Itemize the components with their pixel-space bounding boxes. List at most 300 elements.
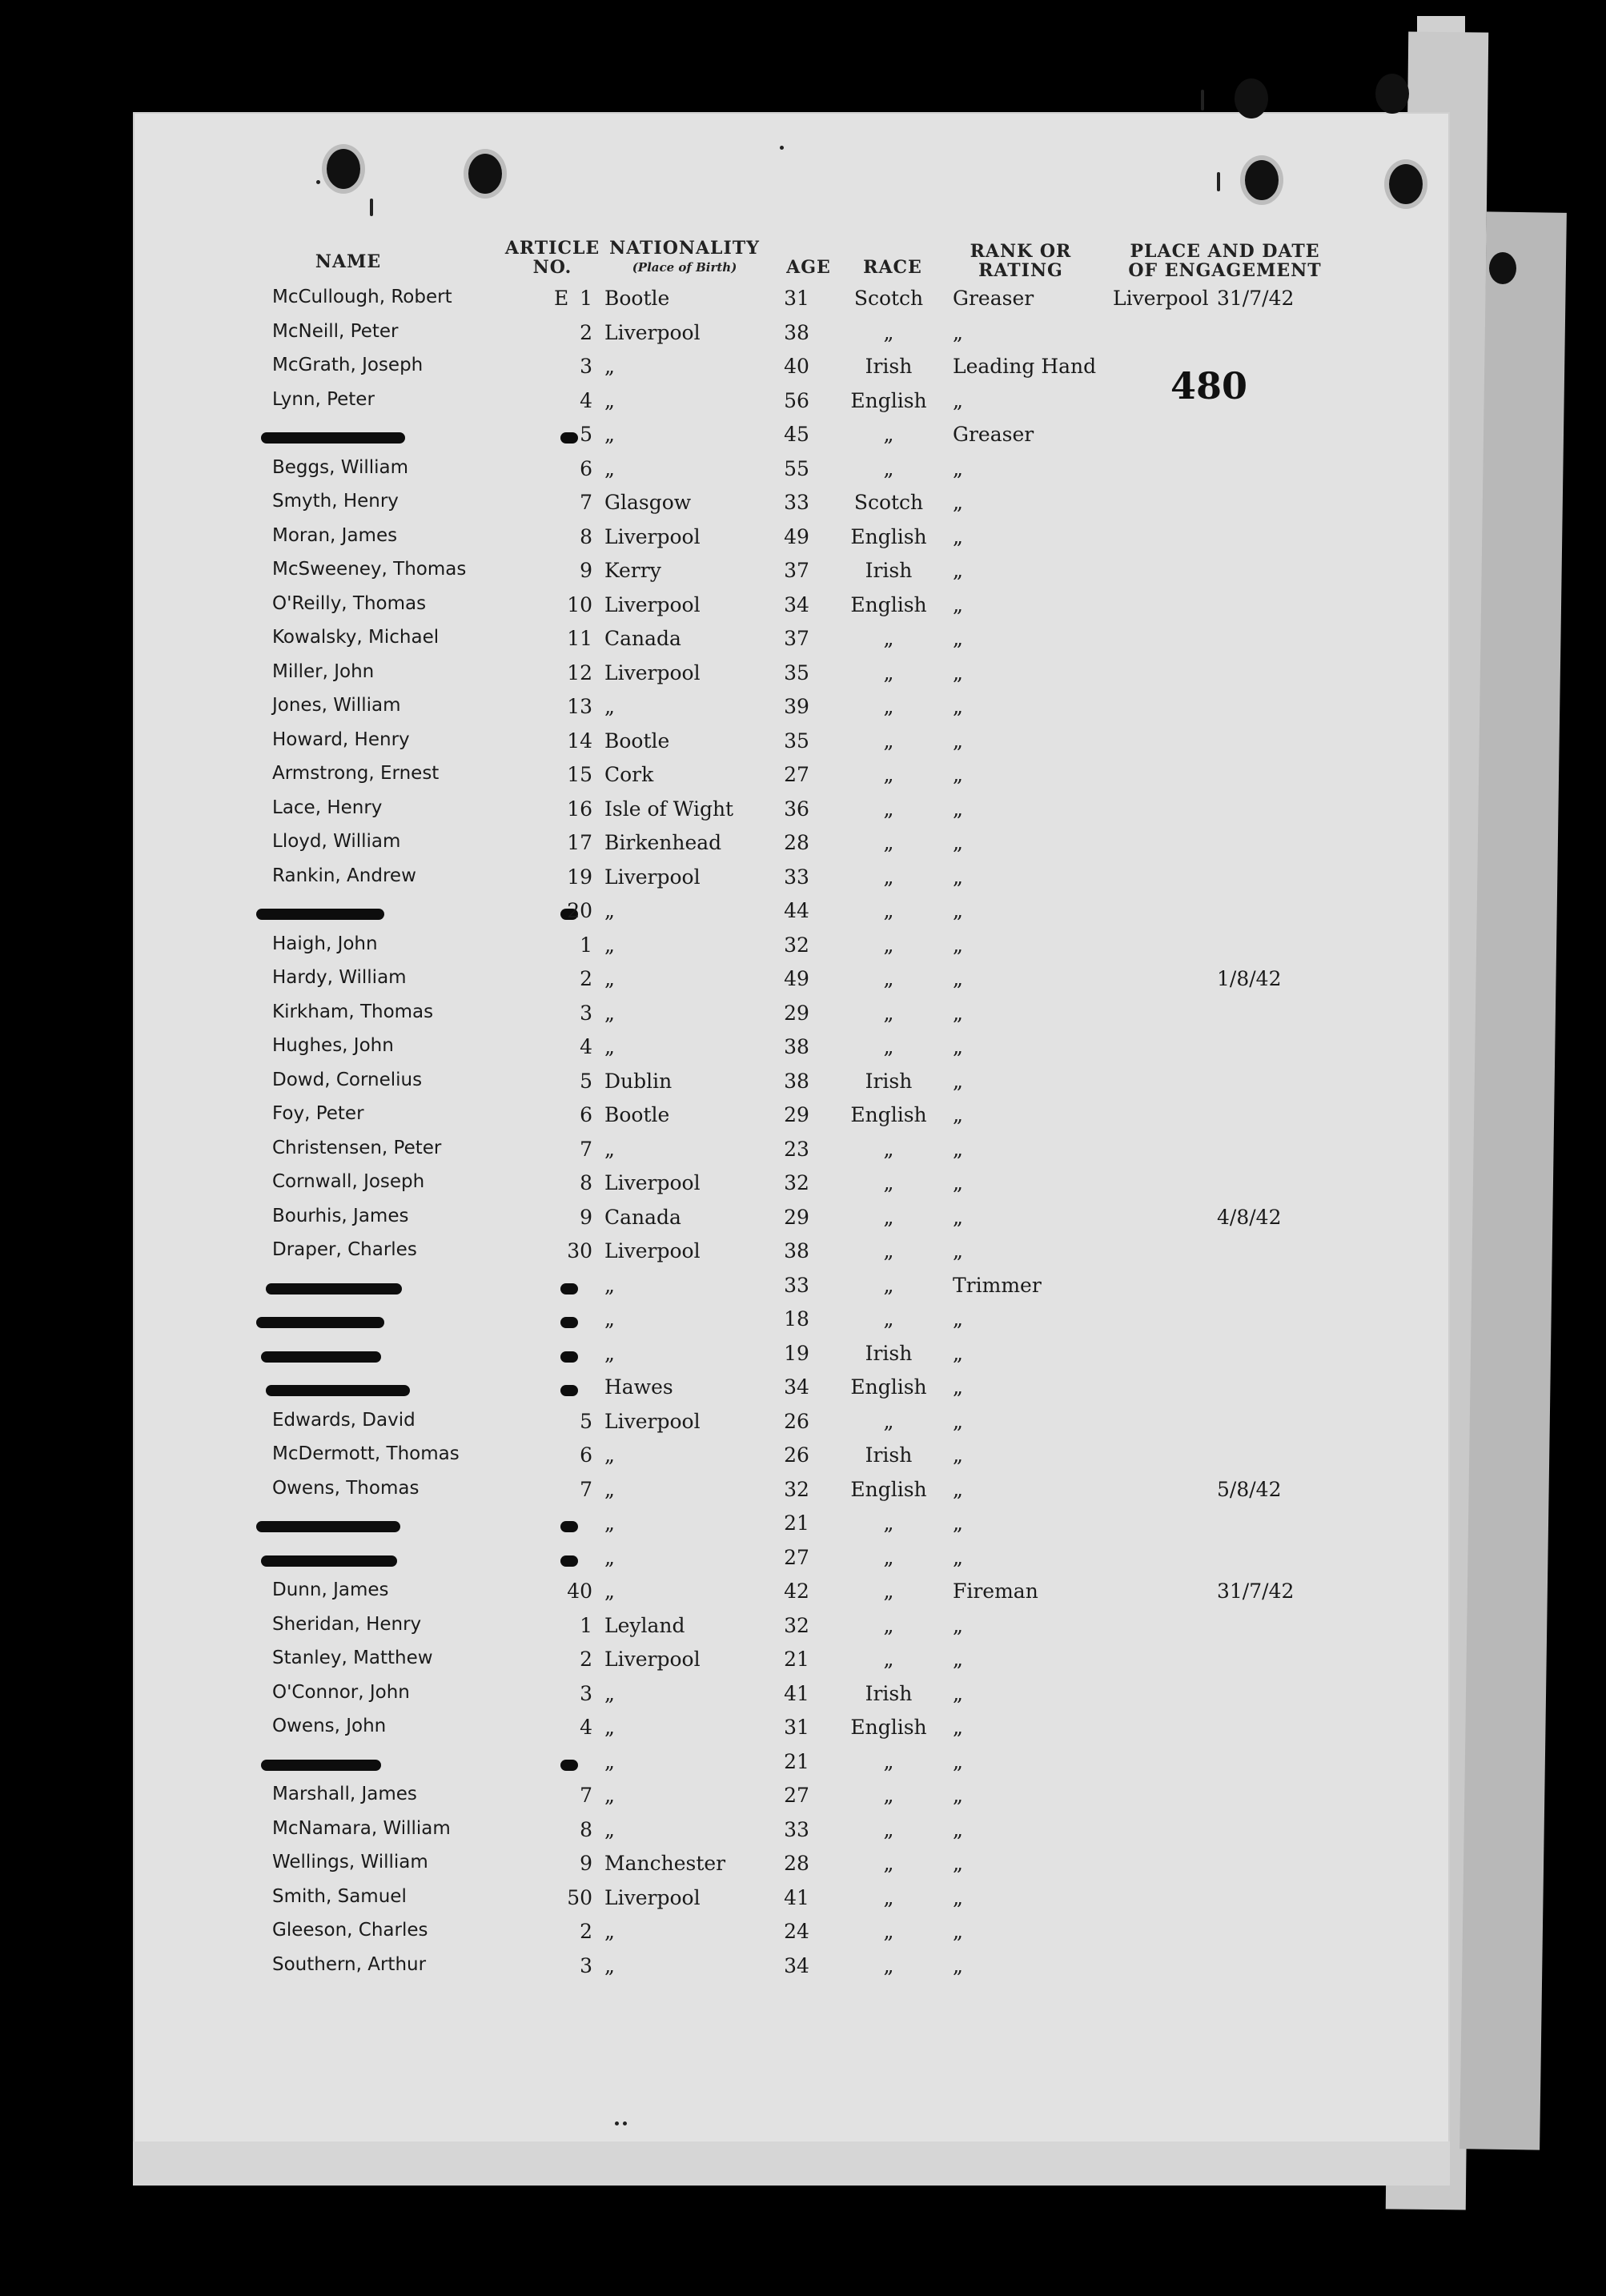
cell-art: 9 <box>580 1206 592 1229</box>
cell-rank: „ <box>953 1750 963 1773</box>
cell-nat: Liverpool <box>604 593 701 616</box>
cell-name: Christensen, Peter <box>272 1138 442 1158</box>
cell-nat: Leyland <box>604 1614 685 1637</box>
cell-name: Edwards, David <box>272 1410 416 1431</box>
redacted-name <box>261 1760 381 1771</box>
cell-rank: „ <box>953 1716 963 1739</box>
cell-rank: „ <box>953 559 963 582</box>
cell-art: 1 <box>580 287 592 310</box>
cell-nat: „ <box>604 933 615 957</box>
cell-rank: „ <box>953 457 963 480</box>
cell-name: Lynn, Peter <box>272 389 375 410</box>
cell-race: „ <box>883 797 894 821</box>
cell-age: 34 <box>784 1375 809 1399</box>
cell-rank: „ <box>953 695 963 718</box>
cell-race: „ <box>883 1274 894 1297</box>
cell-age: 38 <box>784 1035 809 1058</box>
speck <box>1201 90 1204 110</box>
cell-rank: „ <box>953 933 963 957</box>
cell-rank: Fireman <box>953 1580 1038 1603</box>
cell-art: 8 <box>580 1818 592 1841</box>
cell-name: Marshall, James <box>272 1784 417 1804</box>
cell-art: 1 <box>580 1614 592 1637</box>
cell-name: Hughes, John <box>272 1035 394 1056</box>
cell-race: Irish <box>865 1682 913 1705</box>
cell-age: 34 <box>784 593 809 616</box>
cell-name: Smyth, Henry <box>272 491 399 512</box>
cell-art: 8 <box>580 525 592 548</box>
cell-race: „ <box>883 1239 894 1262</box>
cell-nat: „ <box>604 1342 615 1365</box>
stamp-number: 480 <box>1170 364 1248 407</box>
cell-nat: „ <box>604 1307 615 1331</box>
cell-age: 26 <box>784 1410 809 1433</box>
cell-name: Beggs, William <box>272 457 409 478</box>
cell-nat: Liverpool <box>604 1239 701 1262</box>
cell-race: „ <box>883 1648 894 1671</box>
cell-age: 37 <box>784 627 809 650</box>
redacted-name <box>266 1283 402 1295</box>
cell-art: 9 <box>580 559 592 582</box>
cell-nat: Bootle <box>604 1103 670 1126</box>
cell-race: English <box>850 1103 927 1126</box>
redacted-name <box>261 432 405 444</box>
cell-rank: „ <box>953 1852 963 1875</box>
cell-art: 8 <box>580 1171 592 1194</box>
cell-rank: „ <box>953 1239 963 1262</box>
cell-race: English <box>850 1375 927 1399</box>
cell-age: 37 <box>784 559 809 582</box>
cell-rank: „ <box>953 321 963 344</box>
cell-age: 40 <box>784 355 809 378</box>
cell-rank: „ <box>953 1886 963 1909</box>
cell-nat: „ <box>604 1274 615 1297</box>
cell-nat: „ <box>604 1443 615 1467</box>
cell-art: 11 <box>567 627 592 650</box>
cell-art: 16 <box>567 797 592 821</box>
cell-age: 33 <box>784 865 809 889</box>
cell-nat: Liverpool <box>604 661 701 684</box>
redacted-article <box>560 1521 578 1532</box>
cell-nat: „ <box>604 1511 615 1535</box>
cell-nat: Liverpool <box>604 1410 701 1433</box>
cell-race: „ <box>883 763 894 786</box>
cell-race: „ <box>883 695 894 718</box>
cell-name: Owens, John <box>272 1716 387 1736</box>
cell-race: „ <box>883 1138 894 1161</box>
cell-name: Owens, Thomas <box>272 1478 420 1499</box>
cell-date: 31/7/42 <box>1217 1580 1295 1603</box>
cell-name: Dowd, Cornelius <box>272 1070 423 1090</box>
cell-rank: „ <box>953 389 963 412</box>
cell-rank: „ <box>953 797 963 821</box>
cell-date: 31/7/42 <box>1217 287 1295 310</box>
cell-name: McSweeney, Thomas <box>272 559 467 580</box>
cell-art: 5 <box>580 1410 592 1433</box>
cell-rank: „ <box>953 1614 963 1637</box>
cell-name: Cornwall, Joseph <box>272 1171 425 1192</box>
cell-name: Sheridan, Henry <box>272 1614 422 1635</box>
cell-race: „ <box>883 627 894 650</box>
cell-rank: „ <box>953 967 963 990</box>
redacted-name <box>256 1521 400 1532</box>
cell-rank: „ <box>953 1478 963 1501</box>
header-nationality-sub: (Place of Birth) <box>632 260 737 275</box>
cell-rank: „ <box>953 831 963 854</box>
cell-nat: „ <box>604 899 615 922</box>
cell-race: „ <box>883 1580 894 1603</box>
cell-art: 6 <box>580 457 592 480</box>
cell-rank: „ <box>953 1070 963 1093</box>
speck <box>316 180 320 184</box>
cell-nat: „ <box>604 1750 615 1773</box>
cell-age: 27 <box>784 763 809 786</box>
cell-art: 1 <box>580 933 592 957</box>
cell-age: 33 <box>784 1818 809 1841</box>
cell-age: 32 <box>784 1171 809 1194</box>
cell-art: 2 <box>580 967 592 990</box>
cell-name: McGrath, Joseph <box>272 355 424 375</box>
cell-age: 21 <box>784 1750 809 1773</box>
cell-rank: „ <box>953 1103 963 1126</box>
cell-art: 2 <box>580 1648 592 1671</box>
cell-art: 7 <box>580 1138 592 1161</box>
cell-race: „ <box>883 1171 894 1194</box>
header-article: ARTICLE NO. <box>504 238 600 278</box>
cell-age: 23 <box>784 1138 809 1161</box>
punch-hole-icon <box>1235 78 1268 118</box>
cell-name: Gleeson, Charles <box>272 1920 428 1941</box>
cell-art: 3 <box>580 1001 592 1025</box>
cell-name: Howard, Henry <box>272 729 410 750</box>
cell-age: 41 <box>784 1682 809 1705</box>
cell-age: 32 <box>784 933 809 957</box>
redacted-article <box>560 1317 578 1328</box>
cell-nat: „ <box>604 355 615 378</box>
cell-name: Smith, Samuel <box>272 1886 407 1907</box>
cell-date: 4/8/42 <box>1217 1206 1282 1229</box>
cell-age: 34 <box>784 1954 809 1977</box>
cell-rank: „ <box>953 491 963 514</box>
speck <box>1217 172 1220 191</box>
cell-name: O'Reilly, Thomas <box>272 593 427 614</box>
cell-race: „ <box>883 1001 894 1025</box>
header-race: RACE <box>863 257 922 278</box>
cell-race: „ <box>883 1614 894 1637</box>
cell-race: „ <box>883 1546 894 1569</box>
cell-rank: „ <box>953 1784 963 1807</box>
cell-nat: Kerry <box>604 559 661 582</box>
cell-rank: „ <box>953 865 963 889</box>
cell-race: English <box>850 1478 927 1501</box>
cell-nat: „ <box>604 1818 615 1841</box>
cell-rank: „ <box>953 1818 963 1841</box>
cell-age: 28 <box>784 831 809 854</box>
cell-age: 41 <box>784 1886 809 1909</box>
cell-race: „ <box>883 1750 894 1773</box>
cell-race: „ <box>883 1511 894 1535</box>
cell-art: 7 <box>580 1784 592 1807</box>
cell-age: 42 <box>784 1580 809 1603</box>
cell-art: 4 <box>580 1035 592 1058</box>
cell-name: Draper, Charles <box>272 1239 417 1260</box>
cell-age: 32 <box>784 1478 809 1501</box>
cell-age: 33 <box>784 491 809 514</box>
cell-age: 36 <box>784 797 809 821</box>
punch-hole-icon <box>1375 74 1409 114</box>
cell-nat: „ <box>604 1138 615 1161</box>
cell-rank: „ <box>953 1682 963 1705</box>
cell-race: „ <box>883 1886 894 1909</box>
cell-art: 10 <box>567 593 592 616</box>
cell-name: Moran, James <box>272 525 398 546</box>
cell-name: McCullough, Robert <box>272 287 452 307</box>
cell-rank: Trimmer <box>953 1274 1042 1297</box>
page-bottom-strip <box>133 2141 1450 2186</box>
cell-age: 49 <box>784 967 809 990</box>
cell-name: Miller, John <box>272 661 375 682</box>
cell-art: 3 <box>580 1954 592 1977</box>
cell-nat: „ <box>604 1920 615 1943</box>
cell-art: 30 <box>567 1239 592 1262</box>
redacted-article <box>560 1760 578 1771</box>
cell-nat: Hawes <box>604 1375 673 1399</box>
cell-nat: Liverpool <box>604 525 701 548</box>
cell-date: 1/8/42 <box>1217 967 1282 990</box>
cell-age: 27 <box>784 1546 809 1569</box>
punch-hole-icon <box>327 149 360 189</box>
cell-nat: „ <box>604 967 615 990</box>
cell-age: 55 <box>784 457 809 480</box>
cell-rank: „ <box>953 1001 963 1025</box>
cell-age: 21 <box>784 1648 809 1671</box>
redacted-article <box>560 1555 578 1567</box>
header-nationality-title: NATIONALITY <box>609 238 760 259</box>
cell-nat: „ <box>604 389 615 412</box>
cell-race: „ <box>883 423 894 446</box>
cell-nat: „ <box>604 1954 615 1977</box>
cell-nat: „ <box>604 457 615 480</box>
cell-name: Hardy, William <box>272 967 407 988</box>
cell-name: Bourhis, James <box>272 1206 409 1226</box>
cell-name: Lace, Henry <box>272 797 383 818</box>
cell-nat: „ <box>604 1478 615 1501</box>
cell-age: 18 <box>784 1307 809 1331</box>
cell-rank: „ <box>953 1954 963 1977</box>
cell-age: 31 <box>784 1716 809 1739</box>
cell-rank: „ <box>953 1307 963 1331</box>
punch-hole-icon <box>1245 160 1279 200</box>
cell-date: 5/8/42 <box>1217 1478 1282 1501</box>
cell-art: 7 <box>580 1478 592 1501</box>
cell-age: 29 <box>784 1206 809 1229</box>
cell-race: English <box>850 593 927 616</box>
cell-art: 6 <box>580 1103 592 1126</box>
cell-nat: Liverpool <box>604 1648 701 1671</box>
cell-age: 38 <box>784 1239 809 1262</box>
cell-nat: Liverpool <box>604 321 701 344</box>
cell-age: 38 <box>784 321 809 344</box>
cell-age: 32 <box>784 1614 809 1637</box>
cell-rank: „ <box>953 1648 963 1671</box>
cell-nat: „ <box>604 1682 615 1705</box>
cell-race: „ <box>883 457 894 480</box>
cell-race: Scotch <box>853 491 924 514</box>
redacted-article <box>560 1351 578 1363</box>
cell-name: Wellings, William <box>272 1852 428 1873</box>
cell-age: 49 <box>784 525 809 548</box>
cell-age: 27 <box>784 1784 809 1807</box>
cell-art: 13 <box>567 695 592 718</box>
cell-rank: Greaser <box>953 287 1034 310</box>
cell-nat: Canada <box>604 627 681 650</box>
header-place-date: PLACE AND DATE OF ENGAGEMENT <box>1128 241 1322 281</box>
cell-name: Dunn, James <box>272 1580 389 1600</box>
cell-rank: „ <box>953 899 963 922</box>
punch-hole-icon <box>1489 252 1516 284</box>
cell-rank: Greaser <box>953 423 1034 446</box>
cell-name: Haigh, John <box>272 933 378 954</box>
cell-name: Armstrong, Ernest <box>272 763 440 784</box>
cell-art: 3 <box>580 1682 592 1705</box>
cell-rank: „ <box>953 525 963 548</box>
cell-art: 5 <box>580 423 592 446</box>
cell-name: O'Connor, John <box>272 1682 410 1703</box>
cell-nat: Glasgow <box>604 491 692 514</box>
redacted-name <box>266 1385 410 1396</box>
redacted-article <box>560 1385 578 1396</box>
cell-race: „ <box>883 831 894 854</box>
cell-art: 4 <box>580 1716 592 1739</box>
header-name: NAME <box>315 251 382 272</box>
cell-nat: Dublin <box>604 1070 673 1093</box>
cell-nat: „ <box>604 695 615 718</box>
redacted-name <box>261 1351 381 1363</box>
cell-nat: Cork <box>604 763 654 786</box>
cell-nat: „ <box>604 1546 615 1569</box>
cell-nat: Isle of Wight <box>604 797 734 821</box>
cell-race: Irish <box>865 1443 913 1467</box>
cell-race: Irish <box>865 355 913 378</box>
cell-race: „ <box>883 899 894 922</box>
cell-race: „ <box>883 1852 894 1875</box>
cell-nat: „ <box>604 1580 615 1603</box>
cell-rank: „ <box>953 1410 963 1433</box>
cell-nat: Canada <box>604 1206 681 1229</box>
cell-place: Liverpool <box>1113 287 1209 310</box>
cell-nat: Liverpool <box>604 1886 701 1909</box>
cell-age: 24 <box>784 1920 809 1943</box>
cell-age: 38 <box>784 1070 809 1093</box>
cell-nat: Bootle <box>604 287 670 310</box>
cell-race: „ <box>883 1818 894 1841</box>
cell-name: McDermott, Thomas <box>272 1443 460 1464</box>
cell-rank: „ <box>953 763 963 786</box>
cell-age: 31 <box>784 287 809 310</box>
article-prefix: E <box>554 287 569 310</box>
cell-race: „ <box>883 1307 894 1331</box>
cell-race: „ <box>883 1784 894 1807</box>
cell-rank: „ <box>953 1206 963 1229</box>
speck <box>615 2121 619 2125</box>
speck <box>623 2121 627 2125</box>
cell-rank: „ <box>953 1035 963 1058</box>
cell-art: 50 <box>567 1886 592 1909</box>
cell-age: 35 <box>784 661 809 684</box>
cell-race: Scotch <box>853 287 924 310</box>
redacted-article <box>560 1283 578 1295</box>
cell-nat: Liverpool <box>604 1171 701 1194</box>
redacted-name <box>256 1317 384 1328</box>
cell-nat: „ <box>604 1716 615 1739</box>
cell-art: 6 <box>580 1443 592 1467</box>
cell-rank: „ <box>953 661 963 684</box>
cell-rank: „ <box>953 1546 963 1569</box>
cell-rank: „ <box>953 1171 963 1194</box>
cell-age: 28 <box>784 1852 809 1875</box>
cell-art: 9 <box>580 1852 592 1875</box>
cell-art: 2 <box>580 1920 592 1943</box>
cell-rank: „ <box>953 729 963 753</box>
cell-nat: „ <box>604 1001 615 1025</box>
cell-art: 2 <box>580 321 592 344</box>
cell-age: 26 <box>784 1443 809 1467</box>
header-nationality <box>604 239 765 277</box>
cell-age: 29 <box>784 1103 809 1126</box>
redacted-name <box>256 909 384 920</box>
cell-rank: „ <box>953 1375 963 1399</box>
cell-art: 20 <box>567 899 592 922</box>
cell-race: „ <box>883 865 894 889</box>
cell-name: McNamara, William <box>272 1818 451 1839</box>
cell-nat: „ <box>604 423 615 446</box>
cell-art: 3 <box>580 355 592 378</box>
cell-age: 19 <box>784 1342 809 1365</box>
cell-nat: Birkenhead <box>604 831 722 854</box>
cell-rank: Leading Hand <box>953 355 1097 378</box>
cell-name: Rankin, Andrew <box>272 865 416 886</box>
cell-name: McNeill, Peter <box>272 321 399 342</box>
cell-rank: „ <box>953 1138 963 1161</box>
cell-race: Irish <box>865 1070 913 1093</box>
header-rank: RANK OR RATING <box>970 241 1072 281</box>
cell-age: 35 <box>784 729 809 753</box>
cell-rank: „ <box>953 1920 963 1943</box>
punch-hole-icon <box>468 154 502 194</box>
cell-race: English <box>850 1716 927 1739</box>
cell-rank: „ <box>953 593 963 616</box>
cell-nat: Bootle <box>604 729 670 753</box>
punch-hole-icon <box>1389 164 1423 204</box>
cell-art: 5 <box>580 1070 592 1093</box>
cell-race: „ <box>883 1920 894 1943</box>
cell-race: Irish <box>865 559 913 582</box>
speck <box>370 199 373 216</box>
cell-age: 45 <box>784 423 809 446</box>
cell-race: „ <box>883 967 894 990</box>
cell-age: 44 <box>784 899 809 922</box>
cell-art: 12 <box>567 661 592 684</box>
cell-race: „ <box>883 1954 894 1977</box>
cell-race: Irish <box>865 1342 913 1365</box>
cell-name: Jones, William <box>272 695 401 716</box>
cell-name: Kirkham, Thomas <box>272 1001 434 1022</box>
cell-rank: „ <box>953 627 963 650</box>
cell-race: „ <box>883 933 894 957</box>
cell-art: 4 <box>580 389 592 412</box>
cell-age: 39 <box>784 695 809 718</box>
speck <box>780 146 784 150</box>
